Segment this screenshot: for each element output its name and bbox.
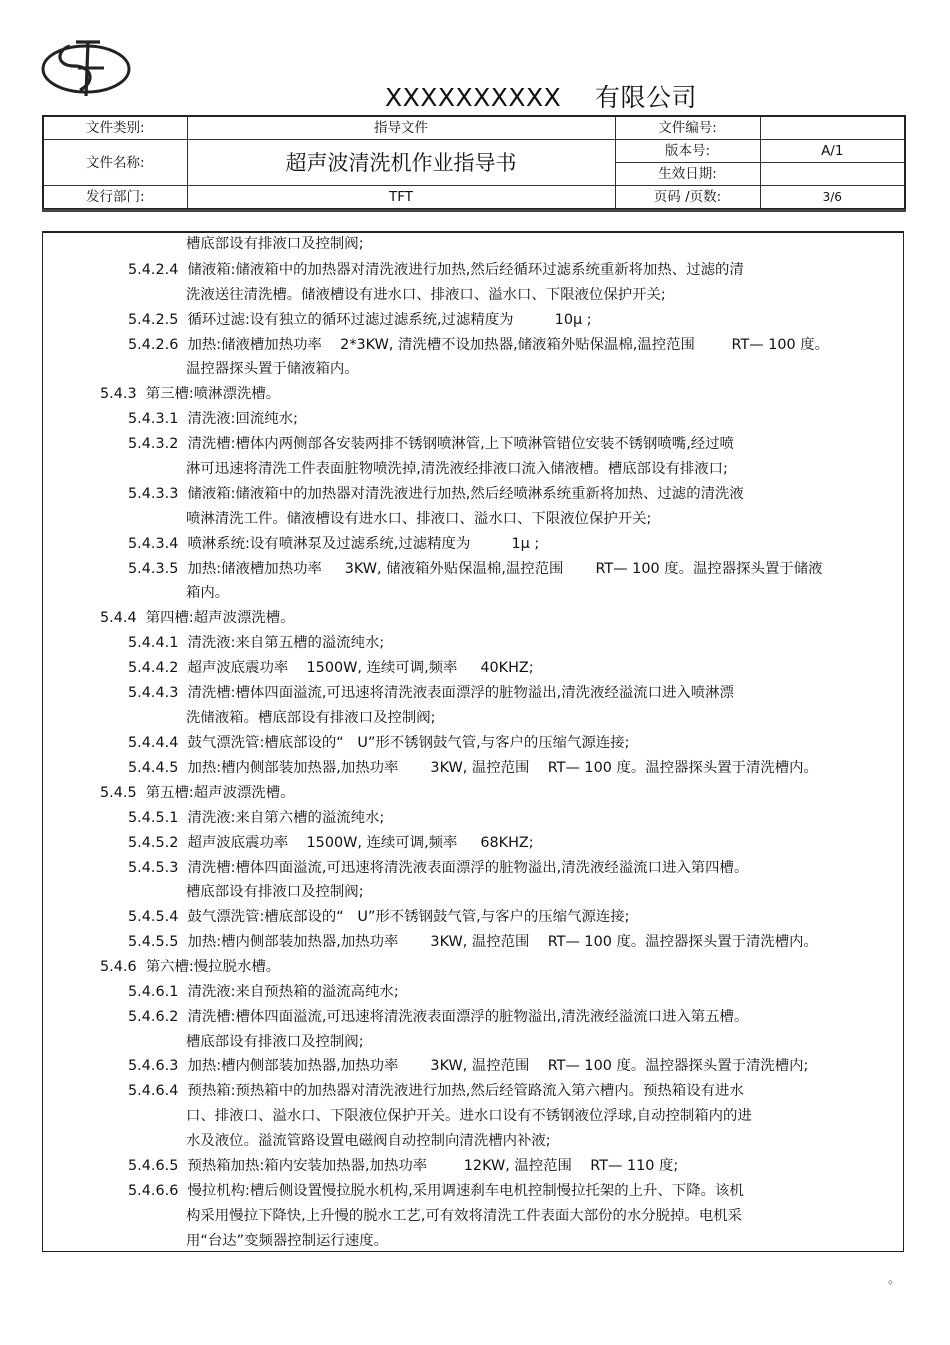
content-line: 喷淋清洗工件。储液槽设有进水口、排液口、溢水口、下限液位保护开关; [186,511,652,527]
content-line: 5.4.4.5 加热:槽内侧部装加热器,加热功率 3KW, 温控范围 RT— 100 度。温控器探头置于清洗槽内。 [128,760,818,776]
content-line: 水及液位。溢流管路设置电磁阀自动控制向清洗槽内补液; [186,1133,551,1149]
company-logo [40,36,132,100]
company-name: XXXXXXXXXX 有限公司 [385,83,698,112]
effective-date-label: 生效日期: [615,163,760,186]
doc-no-value [760,116,905,140]
content-line: 5.4.3.2 清洗槽:槽体内两侧部各安装两排不锈钢喷淋管,上下喷淋管错位安装不锈钢喷嘴,经过喷 [128,436,734,452]
content-line: 口、排液口、溢水口、下限液位保护开关。进水口设有不锈钢液位浮球,自动控制箱内的进 [186,1108,752,1124]
doc-no-label: 文件编号: [615,116,760,140]
content-line: 5.4.6.2 清洗槽:槽体四面溢流,可迅速将清洗液表面漂浮的脏物溢出,清洗液经溢流口进入第五槽。 [128,1009,749,1025]
content-line: 淋可迅速将清洗工件表面脏物喷洗掉,清洗液经排液口流入储液槽。槽底部设有排液口; [186,461,728,477]
content-line: 洗储液箱。槽底部设有排液口及控制阀; [186,710,436,726]
doc-name-label: 文件名称: [43,140,187,186]
content-line: 5.4.5.5 加热:槽内侧部装加热器,加热功率 3KW, 温控范围 RT— 100 度。温控器探头置于清洗槽内。 [128,934,818,950]
content-line: 5.4.6.3 加热:槽内侧部装加热器,加热功率 3KW, 温控范围 RT— 100 度。温控器探头置于清洗槽内; [128,1058,809,1074]
content-line: 5.4.4.2 超声波底震功率 1500W, 连续可调,频率 40KHZ; [128,660,534,676]
content-line: 5.4.6.4 预热箱:预热箱中的加热器对清洗液进行加热,然后经管路流入第六槽内。预热箱设有进水 [128,1083,744,1099]
content-line: 5.4.5.2 超声波底震功率 1500W, 连续可调,频率 68KHZ; [128,835,534,851]
dept-label: 发行部门: [43,186,187,210]
doc-type-label: 文件类别: [43,116,187,140]
content-line: 5.4.2.6 加热:储液槽加热功率 2*3KW, 清洗槽不设加热器,储液箱外贴保温棉,温控范围 RT— 100 度。 [128,337,830,353]
version-value: A/1 [760,140,905,163]
doc-name-value: 超声波清洗机作业指导书 [187,140,615,186]
content-line: 构采用慢拉下降快,上升慢的脱水工艺,可有效将清洗工件表面大部份的水分脱掉。电机采 [186,1208,742,1224]
content-line: 5.4.5.3 清洗槽:槽体四面溢流,可迅速将清洗液表面漂浮的脏物溢出,清洗液经溢流口进入第四槽。 [128,860,749,876]
content-line: 5.4.3.1 清洗液:回流纯水; [128,411,298,427]
content-line: 5.4.5.4 鼓气漂洗管:槽底部设的“ U”形不锈钢鼓气管,与客户的压缩气源连接; [128,909,630,925]
content-line: 5.4.6 第六槽:慢拉脱水槽。 [100,959,281,975]
content-line: 5.4.6.1 清洗液:来自预热箱的溢流高纯水; [128,984,399,1000]
content-line: 5.4.5 第五槽:超声波漂洗槽。 [100,785,295,801]
content-line: 槽底部设有排液口及控制阀; [186,236,364,252]
header-divider [42,209,906,212]
content-line: 温控器探头置于储液箱内。 [186,361,359,377]
content-line: 5.4.6.5 预热箱加热:箱内安装加热器,加热功率 12KW, 温控范围 RT— 110 度; [128,1158,679,1174]
document-header-table [42,115,906,210]
content-line: 洗液送往清洗槽。储液槽设有进水口、排液口、溢水口、下限液位保护开关; [186,287,666,303]
content-line: 5.4.3.5 加热:储液槽加热功率 3KW, 储液箱外贴保温棉,温控范围 RT— 100 度。温控器探头置于储液 [128,561,823,577]
end-mark: 。 [888,1272,902,1287]
effective-date-value [760,163,905,186]
content-line: 5.4.3.4 喷淋系统:设有喷淋泵及过滤系统,过滤精度为 1μ ; [128,536,540,552]
content-line: 5.4.5.1 清洗液:来自第六槽的溢流纯水; [128,810,385,826]
content-line: 5.4.2.4 储液箱:储液箱中的加热器对清洗液进行加热,然后经循环过滤系统重新将加热、过滤的清 [128,262,744,278]
content-line: 槽底部设有排液口及控制阀; [186,1034,364,1050]
content-line: 5.4.4.1 清洗液:来自第五槽的溢流纯水; [128,635,385,651]
content-line: 槽底部设有排液口及控制阀; [186,884,364,900]
content-line: 5.4.3.3 储液箱:储液箱中的加热器对清洗液进行加热,然后经喷淋系统重新将加热、过滤的清洗液 [128,486,744,502]
content-line: 5.4.2.5 循环过滤:设有独立的循环过滤过滤系统,过滤精度为 10μ ; [128,312,592,328]
content-line: 5.4.4.3 清洗槽:槽体四面溢流,可迅速将清洗液表面漂浮的脏物溢出,清洗液经溢流口进入喷淋漂 [128,685,734,701]
doc-type-value: 指导文件 [187,116,615,140]
content-line: 箱内。 [186,585,230,601]
version-label: 版本号: [615,140,760,163]
content-line: 5.4.4.4 鼓气漂洗管:槽底部设的“ U”形不锈钢鼓气管,与客户的压缩气源连接; [128,735,630,751]
content-line: 用“台达”变频器控制运行速度。 [186,1233,388,1249]
page-value: 3/6 [760,186,905,210]
content-line: 5.4.4 第四槽:超声波漂洗槽。 [100,610,295,626]
content-line: 5.4.3 第三槽:喷淋漂洗槽。 [100,386,281,402]
content-line: 5.4.6.6 慢拉机构:槽后侧设置慢拉脱水机构,采用调速刹车电机控制慢拉托架的上升、下降。该机 [128,1183,744,1199]
dept-value: TFT [187,186,615,210]
page-label: 页码 /页数: [615,186,760,210]
